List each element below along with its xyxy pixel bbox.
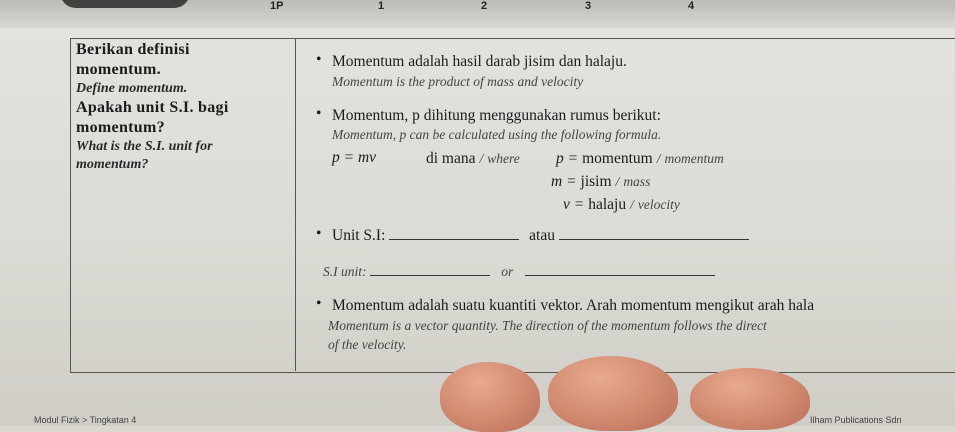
bullet-4: •: [316, 295, 322, 312]
v-symbol: v =: [563, 196, 585, 213]
unit-line-en: [323, 263, 715, 280]
page-number-2: 2: [481, 0, 488, 12]
question-line-7: momentum?: [76, 157, 149, 172]
where-clause: [426, 149, 520, 168]
definition-ms: Momentum adalah hasil darab jisim dan halaju.: [332, 53, 627, 70]
question-line-4: Apakah unit S.I. bagi: [76, 99, 229, 116]
atau-label: atau: [529, 227, 555, 244]
bullet-2: •: [316, 105, 322, 122]
slash: /: [615, 174, 620, 189]
unit-answer-blank-1[interactable]: [389, 239, 519, 240]
finger-2: [548, 356, 678, 431]
slash: /: [479, 151, 484, 166]
finger-3: [690, 368, 810, 430]
m-definition: [551, 172, 650, 191]
page-number-1: 1: [378, 0, 385, 12]
or-label: or: [501, 264, 514, 279]
question-line-6: What is the S.I. unit for: [76, 139, 213, 154]
question-line-1: Berikan definisi: [76, 41, 190, 58]
definition-en: Momentum is the product of mass and velocity: [332, 74, 584, 89]
p-definition: [556, 149, 724, 168]
page-number-1p: 1P: [270, 0, 284, 12]
v-def-ms: halaju: [588, 196, 627, 213]
p-symbol: p =: [556, 150, 579, 167]
footer-module-title: Modul Fizik > Tingkatan 4: [34, 415, 137, 425]
formula-intro-en: Momentum, p can be calculated using the following formula.: [332, 127, 662, 142]
unit-line-ms: [332, 226, 749, 245]
m-def-ms: jisim: [580, 173, 612, 190]
where-en: where: [487, 151, 520, 166]
v-definition: [563, 195, 680, 214]
slash: /: [656, 151, 661, 166]
page-number-3: 3: [585, 0, 592, 12]
vector-statement-en-2: of the velocity.: [328, 337, 407, 352]
unit-label-ms: Unit S.I:: [332, 227, 386, 244]
bullet-1: •: [316, 51, 322, 68]
footer-publisher: Ilham Publications Sdn: [810, 415, 902, 425]
dark-header-shape: [60, 0, 190, 8]
p-def-en: momentum: [664, 151, 724, 166]
question-line-5: momentum?: [76, 119, 165, 136]
unit-answer-blank-4[interactable]: [525, 275, 715, 276]
column-divider: [295, 38, 296, 371]
unit-answer-blank-2[interactable]: [559, 239, 749, 240]
unit-label-en: S.I unit:: [323, 264, 367, 279]
question-line-2: momentum.: [76, 61, 161, 78]
p-def-ms: momentum: [582, 150, 653, 167]
m-symbol: m =: [551, 173, 577, 190]
vector-statement-en-1: Momentum is a vector quantity. The direction of the momentum follows the direct: [328, 318, 767, 333]
momentum-formula: p = mv: [332, 149, 377, 166]
finger-1: [440, 362, 540, 432]
page-number-4: 4: [688, 0, 695, 12]
question-line-3: Define momentum.: [76, 81, 188, 96]
v-def-en: velocity: [637, 197, 680, 212]
formula-intro-ms: Momentum, p dihitung menggunakan rumus berikut:: [332, 107, 661, 124]
bullet-3: •: [316, 225, 322, 242]
slash: /: [630, 197, 634, 212]
m-def-en: mass: [623, 174, 651, 189]
question-cell: [76, 40, 291, 174]
vector-statement-ms: Momentum adalah suatu kuantiti vektor. Arah momentum mengikut arah hala: [332, 297, 815, 314]
unit-answer-blank-3[interactable]: [370, 275, 490, 276]
where-ms: di mana: [426, 150, 476, 167]
